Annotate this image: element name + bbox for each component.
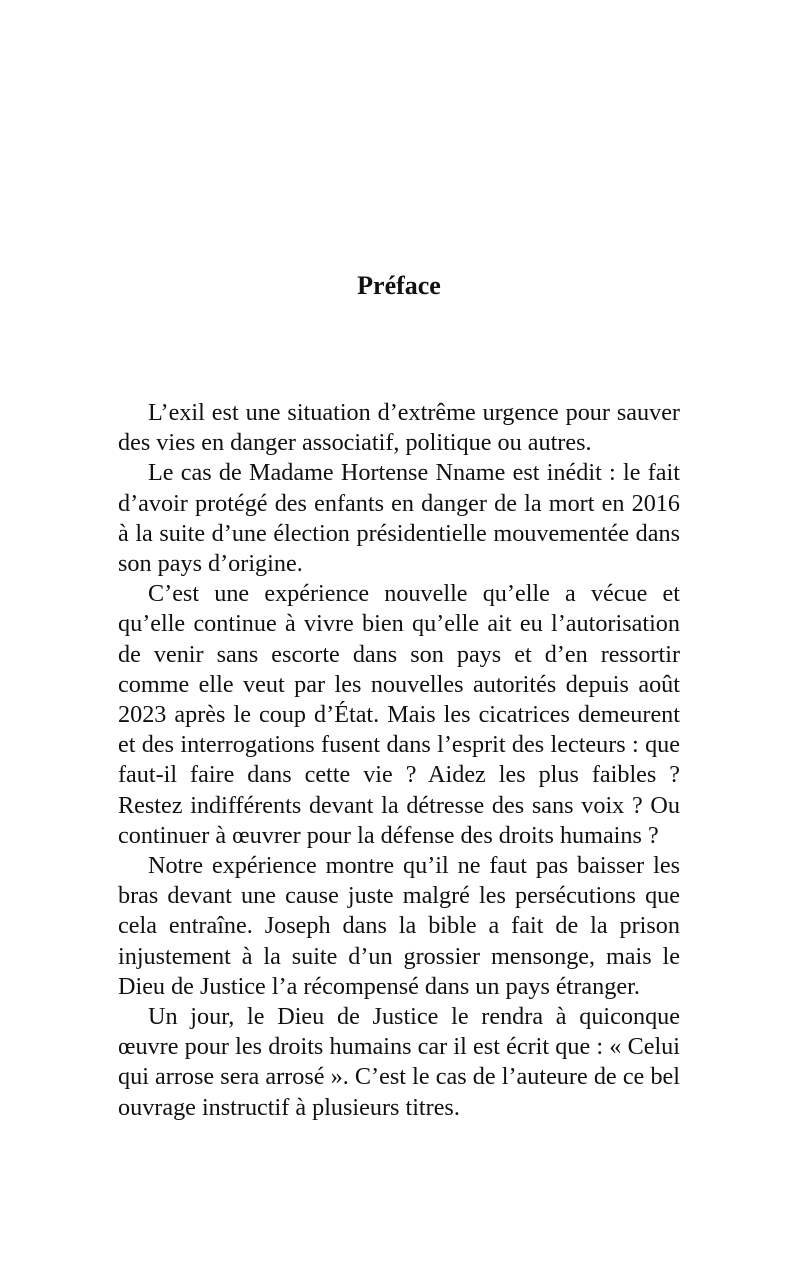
paragraph-5: Un jour, le Dieu de Justice le rendra à quiconque œuvre pour les droits humains car il est écrit que : « Celui qui arrose sera arrosé ». C’est le cas de l’auteure de ce bel ouvrage instructif à plusieurs titres.: [118, 1003, 680, 1121]
page-title: Préface: [357, 271, 441, 300]
body-text: [118, 398, 680, 1123]
paragraph-3: C’est une expérience nouvelle qu’elle a vécue et qu’elle continue à vivre bien qu’elle ait eu l’autorisation de venir sans escorte dans son pays et d’en ressortir comme elle veut par les nouvelles autorités depuis août 2023 après le coup d’État. Mais les cicatrices demeurent et des interrogations fusent dans l’esprit des lecteurs : que faut-il faire dans cette vie ? Aidez les plus faibles ? Restez indifférents devant la détresse des sans voix ? Ou continuer à œuvrer pour la défense des droits humains ?: [118, 580, 680, 849]
paragraph-1: L’exil est une situation d’extrême urgence pour sauver des vies en danger associatif, politique ou autres.: [118, 399, 680, 457]
paragraph-2: Le cas de Madame Hortense Nname est inédit : le fait d’avoir protégé des enfants en danger de la mort en 2016 à la suite d’une élection présidentielle mouvementée dans son pays d’origine.: [118, 459, 680, 578]
paragraph-4: Notre expérience montre qu’il ne faut pas baisser les bras devant une cause juste malgré les persécutions que cela entraîne. Joseph dans la bible a fait de la prison injustement à la suite d’un grossier mensonge, mais le Dieu de Justice l’a récompensé dans un pays étranger.: [118, 852, 680, 1000]
